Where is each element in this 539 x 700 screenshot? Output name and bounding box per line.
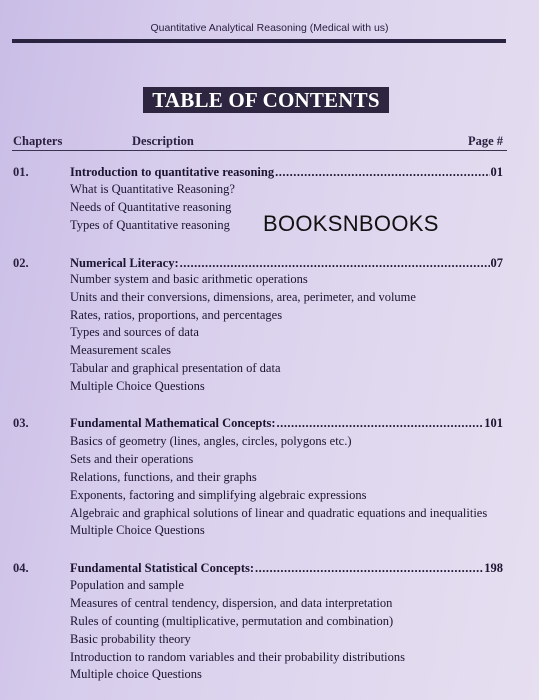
chapter-number: 02. bbox=[13, 256, 29, 270]
chapter-title-row bbox=[70, 165, 503, 180]
chapter-page-number: 01 bbox=[490, 165, 503, 179]
chapter-page-number: 198 bbox=[484, 561, 503, 575]
chapter-title: Numerical Literacy: bbox=[70, 256, 179, 270]
dot-leader bbox=[255, 561, 483, 576]
chapter-title: Fundamental Statistical Concepts: bbox=[70, 561, 255, 575]
topic-item: Algebraic and graphical solutions of linear and quadratic equations and inequalities bbox=[70, 506, 488, 520]
topic-item: What is Quantitative Reasoning? bbox=[70, 182, 235, 196]
topic-item: Units and their conversions, dimensions, area, perimeter, and volume bbox=[70, 290, 416, 304]
chapter-page-number: 07 bbox=[490, 256, 503, 270]
topic-item: Sets and their operations bbox=[70, 452, 194, 466]
topic-item: Types of Quantitative reasoning bbox=[70, 218, 230, 232]
topic-item: Multiple choice Questions bbox=[70, 667, 202, 681]
topic-item: Types and sources of data bbox=[70, 325, 199, 339]
topic-item: Basics of geometry (lines, angles, circles, polygons etc.) bbox=[70, 434, 352, 448]
topic-item: Tabular and graphical presentation of data bbox=[70, 361, 281, 375]
chapter-page-number: 101 bbox=[484, 416, 503, 430]
dot-leader bbox=[277, 416, 484, 431]
running-header: Quantitative Analytical Reasoning (Medical with us) bbox=[150, 22, 389, 34]
topic-item: Introduction to random variables and their probability distributions bbox=[70, 650, 406, 664]
chapter-title: Introduction to quantitative reasoning bbox=[70, 165, 275, 179]
dot-leader bbox=[275, 165, 489, 180]
watermark-text: BOOKSNBOOKS bbox=[263, 211, 439, 236]
chapter-number: 04. bbox=[13, 561, 29, 575]
topic-item: Measures of central tendency, dispersion, and data interpretation bbox=[70, 596, 393, 610]
column-header-page: Page # bbox=[468, 134, 504, 148]
topic-item: Basic probability theory bbox=[70, 632, 191, 646]
column-header-rule bbox=[12, 150, 507, 151]
topic-item: Multiple Choice Questions bbox=[70, 379, 205, 393]
column-header-chapters: Chapters bbox=[13, 134, 63, 148]
toc-title: TABLE OF CONTENTS bbox=[143, 87, 389, 113]
chapter-title-row bbox=[70, 416, 503, 431]
chapter-number: 03. bbox=[13, 416, 29, 430]
topic-item: Population and sample bbox=[70, 578, 184, 592]
chapter-title-row bbox=[70, 561, 503, 576]
column-header-description: Description bbox=[132, 134, 194, 148]
header-rule bbox=[12, 39, 506, 43]
topic-item: Relations, functions, and their graphs bbox=[70, 470, 257, 484]
dot-leader bbox=[180, 256, 490, 271]
topic-item: Number system and basic arithmetic operations bbox=[70, 272, 308, 286]
topic-item: Exponents, factoring and simplifying algebraic expressions bbox=[70, 488, 367, 502]
chapter-title-row bbox=[70, 256, 503, 271]
topic-item: Measurement scales bbox=[70, 343, 172, 357]
chapter-number: 01. bbox=[13, 165, 29, 179]
topic-item: Multiple Choice Questions bbox=[70, 523, 205, 537]
topic-item: Rates, ratios, proportions, and percentages bbox=[70, 308, 283, 322]
topic-item: Needs of Quantitative reasoning bbox=[70, 200, 232, 214]
chapter-title: Fundamental Mathematical Concepts: bbox=[70, 416, 276, 430]
topic-item: Rules of counting (multiplicative, permutation and combination) bbox=[70, 614, 394, 628]
